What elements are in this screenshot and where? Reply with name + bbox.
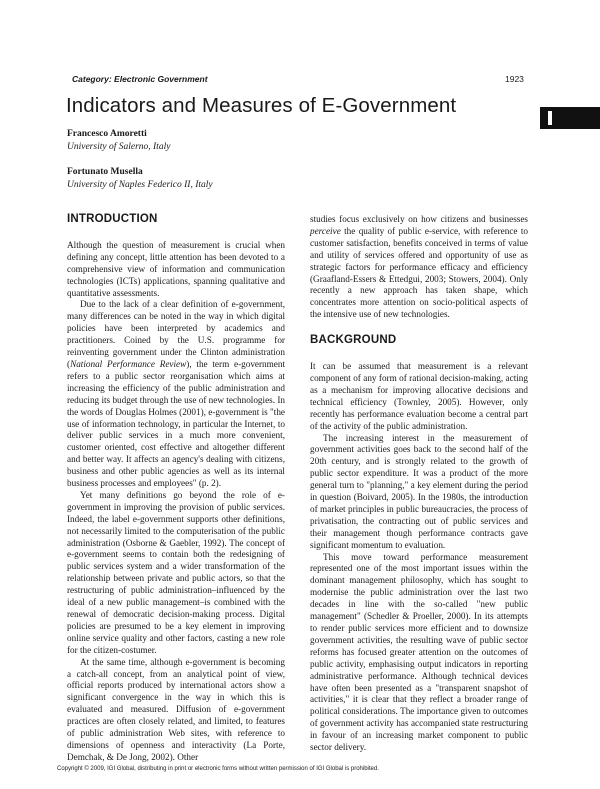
background-paragraph-3: This move toward performance measurement represented one of the most important issues within the dominant management philosophy, which has sought to modernise the public administration over the last two decades in line with the so-called "new public management" (Schedler & Proeller, 2000). In its attempts to render public services more efficient and to downsize government activities, the resulting wave of public sector reforms has focused greater attention on the outcomes of public activity, emphasising output indicators in reporting administrative performance. Although technical devices have often been presented as a "transparent snapshot of activities," it is clear that they reflect a broader range of political considerations. The importance given to outcomes of government activity has accompanied state restructuring in favour of an increasing market component to public sector delivery. <box>310 551 528 753</box>
intro-paragraph-1: Although the question of measurement is crucial when defining any concept, little attention has been devoted to a comprehensive view of information and communication technologies (ICTs) applications, spanning qualitative and quantitative assessments. <box>67 239 285 298</box>
background-paragraph-2: The increasing interest in the measurement of government activities goes back to the second half of the 20th century, and is strongly related to the growth of public sector expenditure. It was a product of the more general turn to "planning," a key element during the period in question (Boivard, 2005). In the 1980s, the introduction of market principles in public bureaucracies, the process of privatisation, the contracting out of public services and their management though performance contracts gave significant momentum to evaluation. <box>310 432 528 550</box>
background-paragraph-1: It can be assumed that measurement is a relevant component of any form of rational decision-making, acting as a mechanism for improving allocative decisions and technical efficiency (Townley, 2005). However, only recently has performance evaluation become a central part of the activity of the public administration. <box>310 361 528 431</box>
intro-paragraph-2: Due to the lack of a clear definition of e-government, many differences can be noted in the way in which digital policies have been interpreted by academics and practitioners. Coined by the U.S. programme for reinventing government under the Clinton administration (National Performance Review), the term e-government refers to a public sector reorganisation which aims at increasing the efficiency of the public administration and reducing its budget through the use of new technologies. In the words of Douglas Holmes (2001), e-government is "the use of information technology, in particular the Internet, to deliver public services in a much more convenient, customer oriented, cost effective and altogether different and better way. It affects an agency's dealing with citizens, business and other public agencies as well as its internal business processes and employees" (p. 2). <box>67 299 286 489</box>
running-header-category: Category: Electronic Government <box>72 74 208 84</box>
author-affiliation: University of Salerno, Italy <box>67 141 171 152</box>
article-title: Indicators and Measures of E-Government <box>66 94 457 117</box>
author-block-2 <box>67 166 213 191</box>
copyright-footer: Copyright © 2009, IGI Global, distributing in print or electronic forms without written permission of IGI Global is prohibited. <box>57 766 379 772</box>
intro-paragraph-continued: studies focus exclusively on how citizens and businesses perceive the quality of public e-service, with reference to customer satisfaction, benefits conceived in terms of value and utility of services offered and opportunity of use as strategic factors for performance efficacy and efficiency (Graafland-Essers & Ettedgui, 2003; Stowers, 2004). Only recently a new approach has taken shape, which concentrates more attention on socio-political aspects of the intensive use of new technologies. <box>310 214 528 320</box>
author-block-1 <box>67 128 170 153</box>
intro-paragraph-4: At the same time, although e-government is becoming a catch-all concept, from an analytical point of view, official reports produced by international actors show a significant convergence in the way in which this is evaluated and measured. Diffusion of e-government practices are often closely related, and limited, to features of public administration Web sites, with reference to dimensions of openness and interactivity (La Porte, Demchak, & De Jong, 2002). Other <box>67 656 285 762</box>
author-name: Francesco Amoretti <box>67 129 147 139</box>
section-heading-background: BACKGROUND <box>310 334 397 347</box>
author-name: Fortunato Musella <box>67 167 143 177</box>
page-number: 1923 <box>505 74 524 84</box>
intro-paragraph-3: Yet many definitions go beyond the role of e-government in improving the provision of public services. Indeed, the label e-government supports other definitions, not necessarily limited to the computerisation of the public administration (Osborne & Gaebler, 1992). The concept of e-government seems to contain both the redesigning of public services system and a wider transformation of the relationship between private and public actors, so that the restructuring of public administration–influenced by the ideal of a new public management–is combined with the renewal of democratic decision-making process. Digital policies are presumed to be a key element in improving online service quality and other factors, casting a new role for the citizen-costumer. <box>67 489 285 655</box>
section-heading-introduction: INTRODUCTION <box>67 213 158 225</box>
author-affiliation: University of Naples Federico II, Italy <box>67 179 213 190</box>
right-column <box>310 214 528 754</box>
left-column <box>67 214 285 764</box>
thumb-tab-letter-mark <box>548 111 552 125</box>
